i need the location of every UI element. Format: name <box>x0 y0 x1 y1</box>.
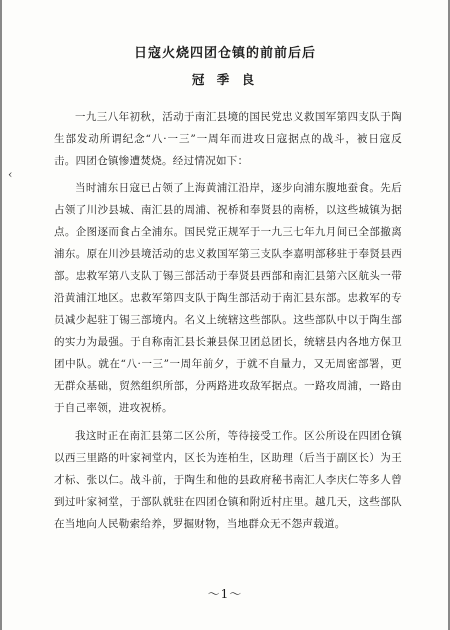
scan-left-edge <box>0 0 2 630</box>
margin-mark: ‹ <box>8 168 13 181</box>
document-title: 日寇火烧四团仓镇的前前后后 <box>133 46 316 61</box>
paragraph-2: 当时浦东日寇已占领了上海黄浦江沿岸，逐步向浦东腹地蚕食。先后占领了川沙县城、南汇县的周浦、祝桥和奉贤县的南桥，以这些城镇为据点。企图逐而食占全浦东。国民党正规军于一九三七年九月间已全部撤离浦东。原在川沙县境活动的忠义救国军第三支队李嘉明部移驻于奉贤县西部。忠救军第八支队丁锡三部活动于奉贤县西部和南汇县第六区航头一带沿黄浦江地区。忠救军第四支队于陶生部活动于南汇县东部。忠救军的专员减少起驻丁锡三部境内。名义上统辖这些部队。这些部队中以于陶生部的实力为最强。于自称南汇县长兼县保卫团总团长，统辖县内各地方保卫团中队。就在“八·一三”一周年前夕，于就不自量力，又无周密部署，更无群众基础，贸然组织所部，分两路进攻敌军据点。一路攻周浦，一路由于自己率领，进攻祝桥。 <box>54 182 402 414</box>
page-number: ～1～ <box>207 587 243 601</box>
author-name: 冠 季 良 <box>191 72 259 87</box>
paragraph-1: 一九三八年初秋，活动于南汇县境的国民党忠义救国军第四支队于陶生部发动所谓纪念“八·一三”一周年而进攻日寇据点的战斗，被日寇反击。四团仓镇惨遭焚烧。经过情况如下： <box>54 111 402 167</box>
document-body <box>54 106 402 535</box>
paragraph-3: 我这时正在南汇县第二区公所，等待接受工作。区公所设在四团仓镇以西三里路的叶家祠堂内，区长为连柏生，区助理（后当于副区长）为王才标、张以仁。战斗前，于陶生和他的县政府秘书南汇人李庆仁等多人曾到过叶家祠堂，于部队就驻在四团仓镇和附近村庄里。越几天，这些部队在当地向人民勒索给养，罗掘财物，当地群众无不怨声载道。 <box>54 430 402 530</box>
